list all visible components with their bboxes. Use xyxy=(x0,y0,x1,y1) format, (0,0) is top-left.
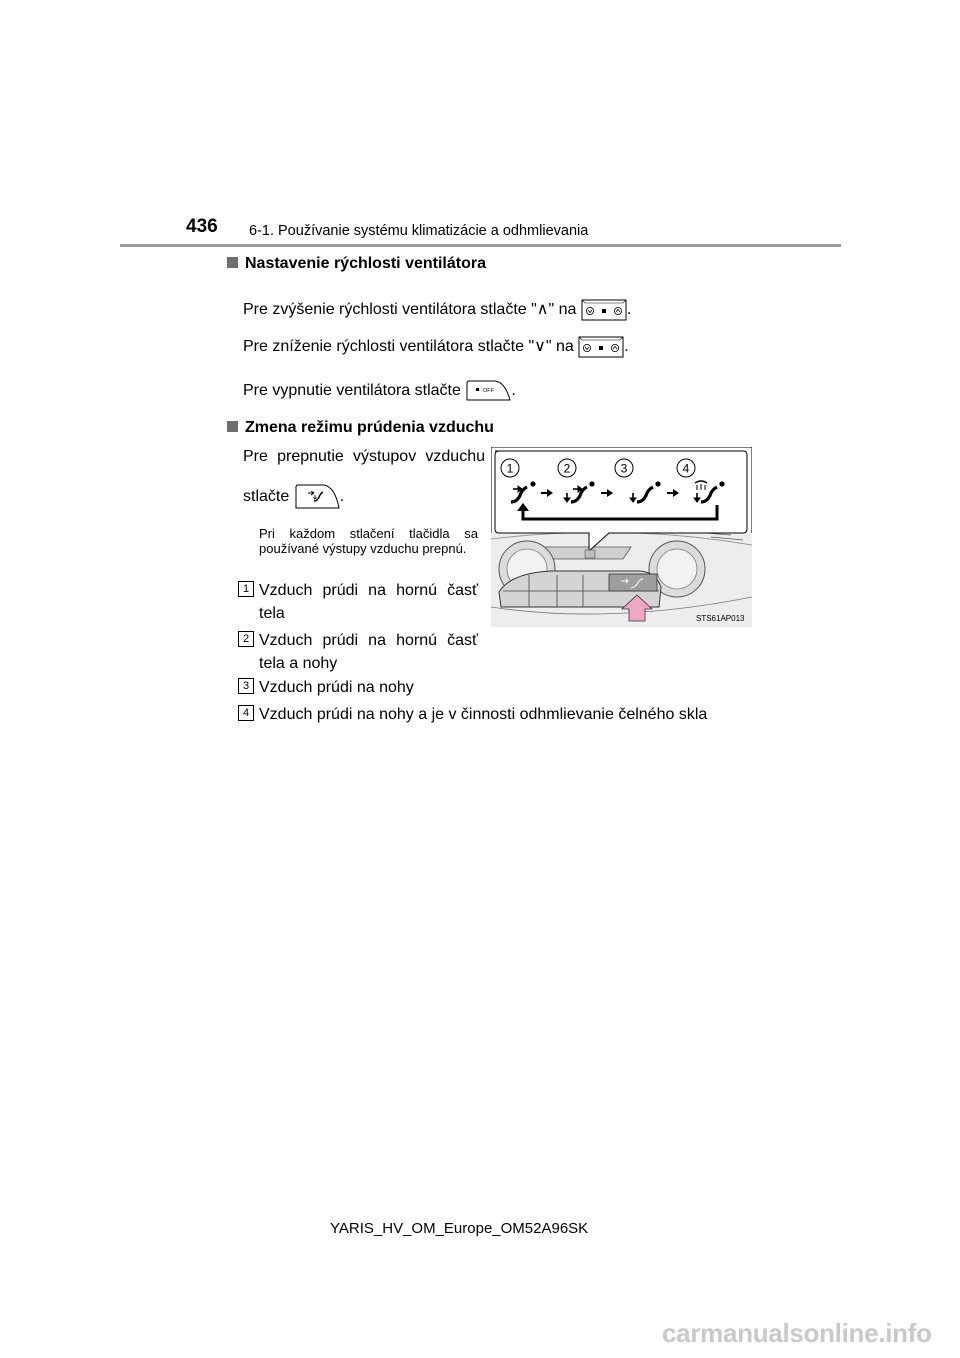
decrease-symbol: ∨ xyxy=(534,338,546,356)
airflow-text-line2 xyxy=(243,483,344,511)
watermark: carmanualsonline.info xyxy=(662,1318,932,1348)
fan-speed-button-icon xyxy=(578,335,624,359)
mode-3-line1: Vzduch prúdi na nohy xyxy=(259,679,414,696)
header-rule xyxy=(120,244,841,247)
period: . xyxy=(511,382,516,400)
fan-increase-line xyxy=(243,298,631,322)
period: . xyxy=(339,488,345,506)
mode-number: 2 xyxy=(238,631,254,647)
period: . xyxy=(624,338,629,356)
square-bullet-icon xyxy=(227,421,238,432)
airflow-mode-button-icon xyxy=(294,483,340,511)
increase-symbol: ∧ xyxy=(536,301,549,319)
airflow-illustration xyxy=(491,447,752,627)
fan-off-line xyxy=(243,379,516,403)
off-text: Pre vypnutie ventilátora stlačte xyxy=(243,382,461,400)
mode-1-line1: Vzduch prúdi na hornú časť xyxy=(259,582,478,599)
mode-number: 4 xyxy=(238,705,254,721)
airflow-heading-text: Zmena režimu prúdenia vzduchu xyxy=(245,419,494,436)
period: . xyxy=(626,301,632,319)
callout-number: 2 xyxy=(563,461,571,476)
illustration-code: STS61AP013 xyxy=(696,614,745,623)
callout-number: 1 xyxy=(506,461,514,476)
document-id: YARIS_HV_OM_Europe_OM52A96SK xyxy=(330,1220,589,1237)
press-text: stlačte xyxy=(243,488,290,506)
section-title: 6-1. Používanie systému klimatizácie a odhmlievania xyxy=(249,223,589,239)
fan-decrease-line xyxy=(243,335,629,359)
mode-1-line2: tela xyxy=(259,605,285,622)
callout-number: 4 xyxy=(682,461,690,476)
mode-4-line1: Vzduch prúdi na nohy a je v činnosti odhmlievanie čelného skla xyxy=(259,706,708,723)
off-button-label: OFF xyxy=(483,388,495,394)
decrease-text-after: " na xyxy=(545,338,574,356)
mode-2-line2: tela a nohy xyxy=(259,655,338,672)
airflow-text-line1: Pre prepnutie výstupov vzduchu xyxy=(243,448,485,465)
page-number: 436 xyxy=(186,216,218,237)
mode-list xyxy=(238,580,708,740)
fan-speed-heading-text: Nastavenie rýchlosti ventilátora xyxy=(245,255,486,272)
mode-number: 3 xyxy=(238,678,254,694)
fan-speed-heading xyxy=(227,255,486,273)
callout-number: 3 xyxy=(620,461,628,476)
airflow-note: Pri každom stlačení tlačidla sa používané výstupy vzduchu prepnú. xyxy=(259,526,478,556)
airflow-heading xyxy=(227,419,494,437)
increase-text-after: " na xyxy=(548,301,577,319)
square-bullet-icon xyxy=(227,257,238,268)
decrease-text-before: Pre zníženie rýchlosti ventilátora stlačte " xyxy=(243,338,535,356)
fan-off-button-icon xyxy=(465,379,511,403)
mode-2-line1: Vzduch prúdi na hornú časť xyxy=(259,632,478,649)
increase-text-before: Pre zvýšenie rýchlosti ventilátora stlačte " xyxy=(243,301,537,319)
fan-speed-button-icon xyxy=(581,298,627,322)
mode-number: 1 xyxy=(238,581,254,597)
